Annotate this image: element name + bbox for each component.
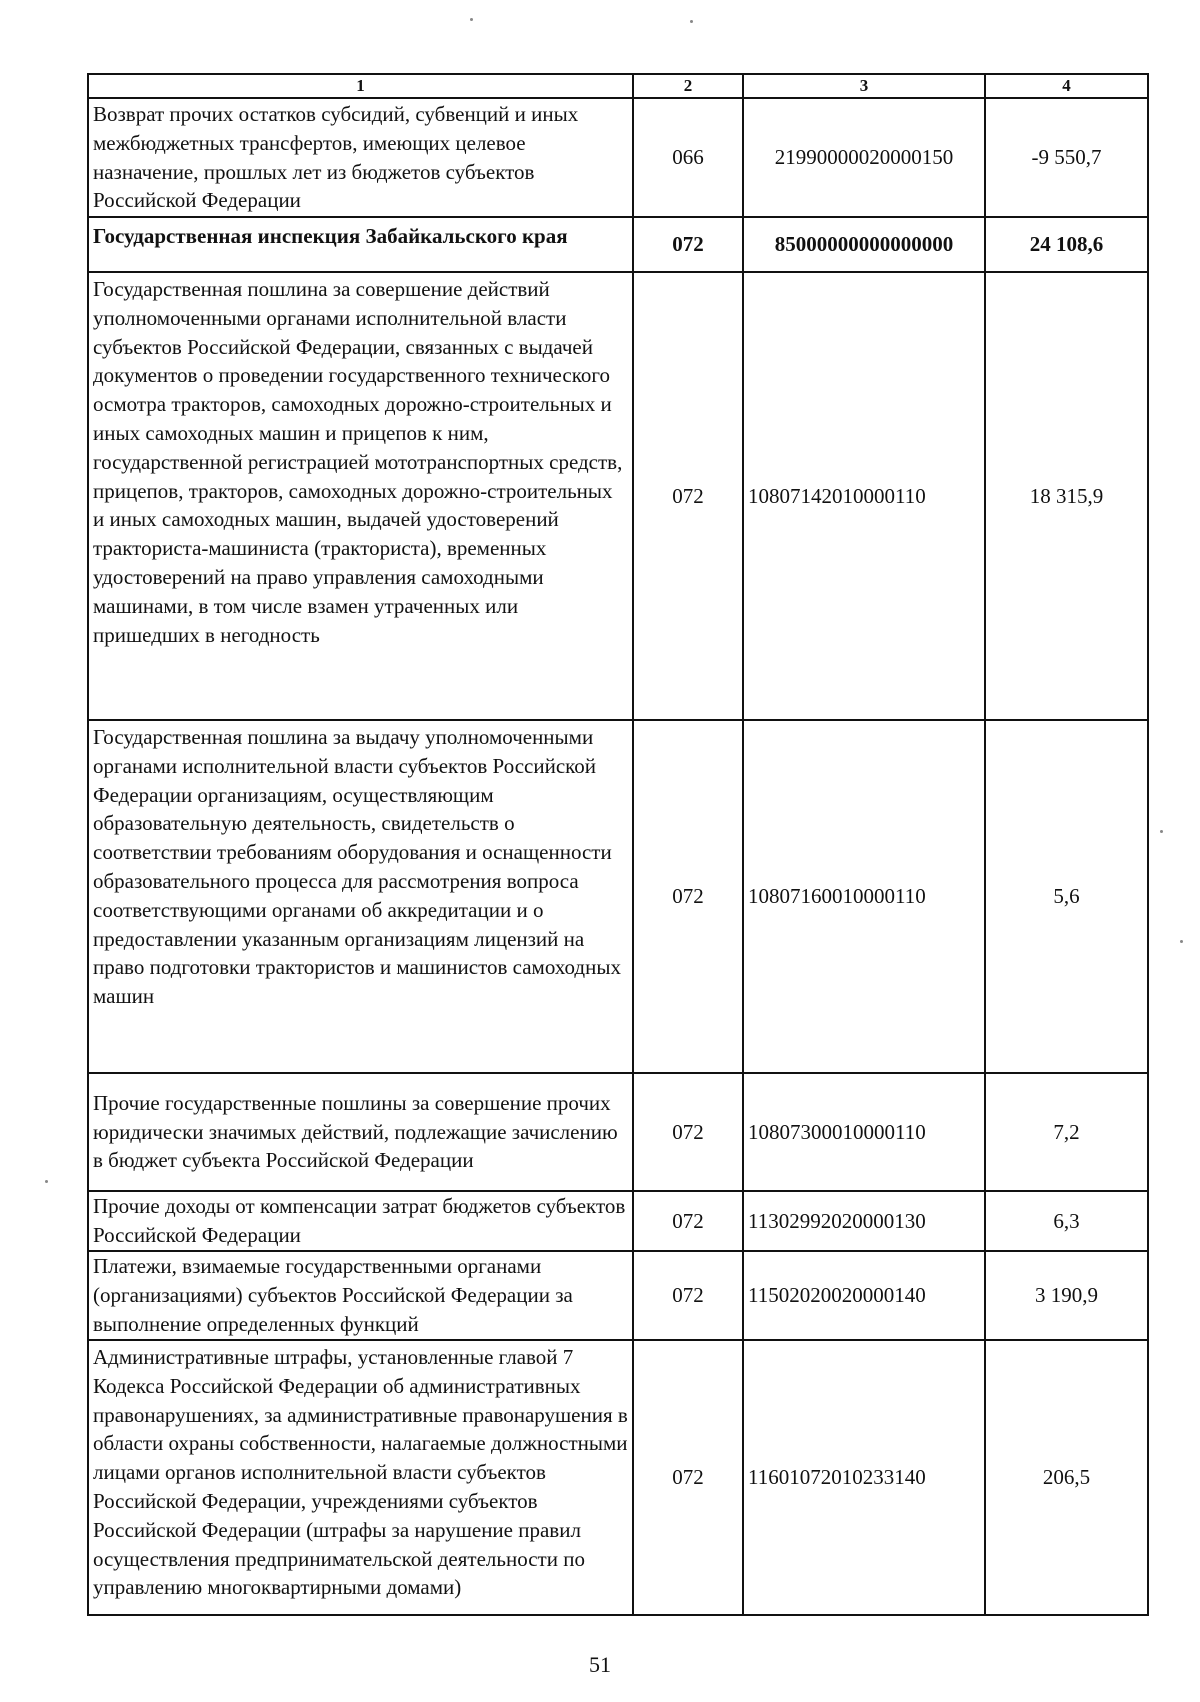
row-code: 066 — [633, 98, 743, 217]
revenue-table — [87, 73, 1149, 1616]
header-col-2: 2 — [633, 74, 743, 98]
row-amount: -9 550,7 — [985, 98, 1148, 217]
row-name: Возврат прочих остатков субсидий, субвенций и иных межбюджетных трансфертов, имеющих целевое назначение, прошлых лет из бюджетов субъектов Российской Федерации — [88, 98, 633, 217]
row-kbk: 11502020020000140 — [743, 1251, 985, 1340]
row-kbk: 10807142010000110 — [743, 272, 985, 720]
table-row — [88, 1340, 1148, 1615]
row-code: 072 — [633, 217, 743, 272]
row-amount: 5,6 — [985, 720, 1148, 1073]
row-kbk: 11601072010233140 — [743, 1340, 985, 1615]
row-code: 072 — [633, 1340, 743, 1615]
scan-speck — [470, 18, 473, 21]
row-kbk: 10807160010000110 — [743, 720, 985, 1073]
row-code: 072 — [633, 272, 743, 720]
row-kbk: 11302992020000130 — [743, 1191, 985, 1251]
row-code: 072 — [633, 720, 743, 1073]
row-name: Государственная пошлина за совершение действий уполномоченными органами исполнительной власти субъектов Российской Федерации, связанных с выдачей документов о проведении государственного технического осмотра тракторов, самоходных дорожно-строительных и иных самоходных машин и прицепов к ним, государственной регистрацией мототранспортных средств, прицепов, тракторов, самоходных дорожно-строительных и иных самоходных машин, выдачей удостоверений тракториста-машиниста (тракториста), временных удостоверений на право управления самоходными машинами, в том числе взамен утраченных или пришедших в негодность — [88, 272, 633, 720]
table-row — [88, 1073, 1148, 1191]
scan-speck — [45, 1180, 48, 1183]
page-number: 51 — [589, 1652, 611, 1677]
header-col-3: 3 — [743, 74, 985, 98]
row-amount: 24 108,6 — [985, 217, 1148, 272]
table-row — [88, 217, 1148, 272]
row-amount: 3 190,9 — [985, 1251, 1148, 1340]
row-name: Административные штрафы, установленные главой 7 Кодекса Российской Федерации об административных правонарушениях, за административные правонарушения в области охраны собственности, налагаемые должностными лицами органов исполнительной власти субъектов Российской Федерации, учреждениями субъектов Российской Федерации (штрафы за нарушение правил осуществления предпринимательской деятельности по управлению многоквартирными домами) — [88, 1340, 633, 1615]
table-row — [88, 1191, 1148, 1251]
scan-speck — [1160, 830, 1163, 833]
row-kbk: 10807300010000110 — [743, 1073, 985, 1191]
row-amount: 18 315,9 — [985, 272, 1148, 720]
header-col-1: 1 — [88, 74, 633, 98]
row-name: Прочие государственные пошлины за совершение прочих юридически значимых действий, подлежащие зачислению в бюджет субъекта Российской Федерации — [88, 1073, 633, 1191]
scan-speck — [690, 20, 693, 23]
header-col-4: 4 — [985, 74, 1148, 98]
row-amount: 206,5 — [985, 1340, 1148, 1615]
row-code: 072 — [633, 1251, 743, 1340]
row-amount: 6,3 — [985, 1191, 1148, 1251]
row-code: 072 — [633, 1073, 743, 1191]
row-name: Государственная инспекция Забайкальского края — [88, 217, 633, 272]
row-name: Прочие доходы от компенсации затрат бюджетов субъектов Российской Федерации — [88, 1191, 633, 1251]
header-row — [88, 74, 1148, 98]
table-row — [88, 720, 1148, 1073]
row-amount: 7,2 — [985, 1073, 1148, 1191]
scan-speck — [1180, 940, 1183, 943]
table-row — [88, 1251, 1148, 1340]
row-kbk: 85000000000000000 — [743, 217, 985, 272]
row-kbk: 21990000020000150 — [743, 98, 985, 217]
row-code: 072 — [633, 1191, 743, 1251]
row-name: Платежи, взимаемые государственными органами (организациями) субъектов Российской Федерации за выполнение определенных функций — [88, 1251, 633, 1340]
row-name: Государственная пошлина за выдачу уполномоченными органами исполнительной власти субъектов Российской Федерации организациям, осуществляющим образовательную деятельность, свидетельств о соответствии требованиям оборудования и оснащенности образовательного процесса для рассмотрения вопроса соответствующими органами об аккредитации и о предоставлении указанным организациям лицензий на право подготовки трактористов и машинистов самоходных машин — [88, 720, 633, 1073]
table-row — [88, 272, 1148, 720]
table-row — [88, 98, 1148, 217]
